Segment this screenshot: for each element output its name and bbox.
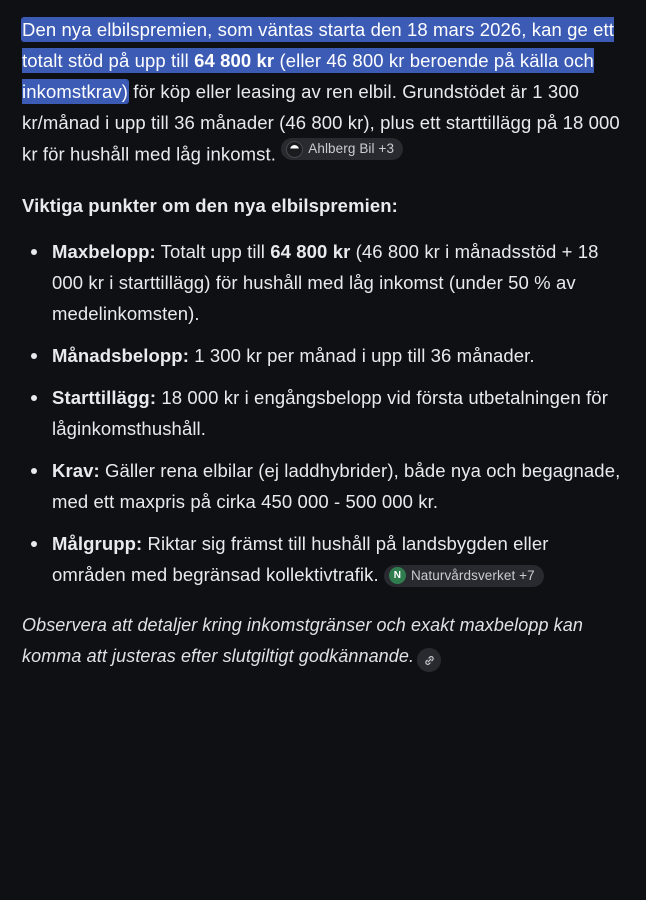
list-item-term: Krav: [52, 459, 100, 481]
intro-max-amount-bold: 64 800 kr [194, 50, 275, 71]
intro-text-part-2: för köp eller leasing av ren elbil. Grundstödet är 1 300 kr/månad i upp till 36 månader (46 800 kr), plus ett starttillägg på 18 000 kr för hushåll med låg inkomst. [22, 81, 620, 165]
source-chip-label: Naturvårdsverket +7 [410, 567, 535, 583]
intro-text-part-b: (eller 46 800 kr beroende på källa och inkomstkrav) [22, 50, 594, 102]
source-chip-naturvardsverket[interactable] [384, 565, 544, 587]
list-item [22, 236, 624, 329]
list-item [22, 382, 624, 444]
list-item-text-before: Gäller rena elbilar (ej laddhybrider), både nya och begagnade, med ett maxpris på cirka 450 000 - 500 000 kr. [52, 459, 621, 512]
naturvardsverket-favicon-icon: N [389, 567, 406, 584]
intro-text-part-a: Den nya elbilspremien, som väntas starta den 18 mars 2026, kan ge ett totalt stöd på upp till [22, 19, 615, 71]
list-item-text-before: 1 300 kr per månad i upp till 36 månader. [188, 344, 535, 366]
list-item-term: Målgrupp: [52, 532, 143, 554]
footnote-paragraph [22, 610, 624, 673]
footnote-text: Observera att detaljer kring inkomstgränser och exakt maxbelopp kan komma att justeras efter slutgiltigt godkännande. [22, 614, 583, 666]
link-icon[interactable] [417, 648, 441, 672]
list-item [22, 528, 624, 590]
list-item-text-before: 18 000 kr i engångsbelopp vid första utbetalningen för låginkomsthushåll. [52, 386, 608, 439]
list-item [22, 455, 624, 517]
list-item-text-after: (46 800 kr i månadsstöd + 18 000 kr i starttillägg) för hushåll med låg inkomst (under 50 % av medelinkomsten). [52, 240, 599, 324]
list-item-term: Månadsbelopp: [52, 344, 189, 366]
source-chip-ahlberg-bil[interactable] [281, 138, 403, 160]
key-points-list [22, 236, 624, 590]
list-item [22, 340, 624, 371]
list-item-term: Maxbelopp: [52, 240, 156, 262]
list-item-bold-amount: 64 800 kr [270, 240, 351, 262]
section-heading: Viktiga punkter om den nya elbilspremien: [22, 194, 398, 216]
list-item-text-before: Totalt upp till [155, 240, 271, 262]
website-favicon-icon [286, 141, 303, 158]
intro-paragraph [22, 14, 624, 170]
list-item-text-before: Riktar sig främst till hushåll på landsbygden eller områden med begränsad kollektivtrafik. [52, 532, 549, 585]
source-chip-label: Ahlberg Bil +3 [308, 141, 395, 156]
list-item-term: Starttillägg: [52, 386, 157, 408]
